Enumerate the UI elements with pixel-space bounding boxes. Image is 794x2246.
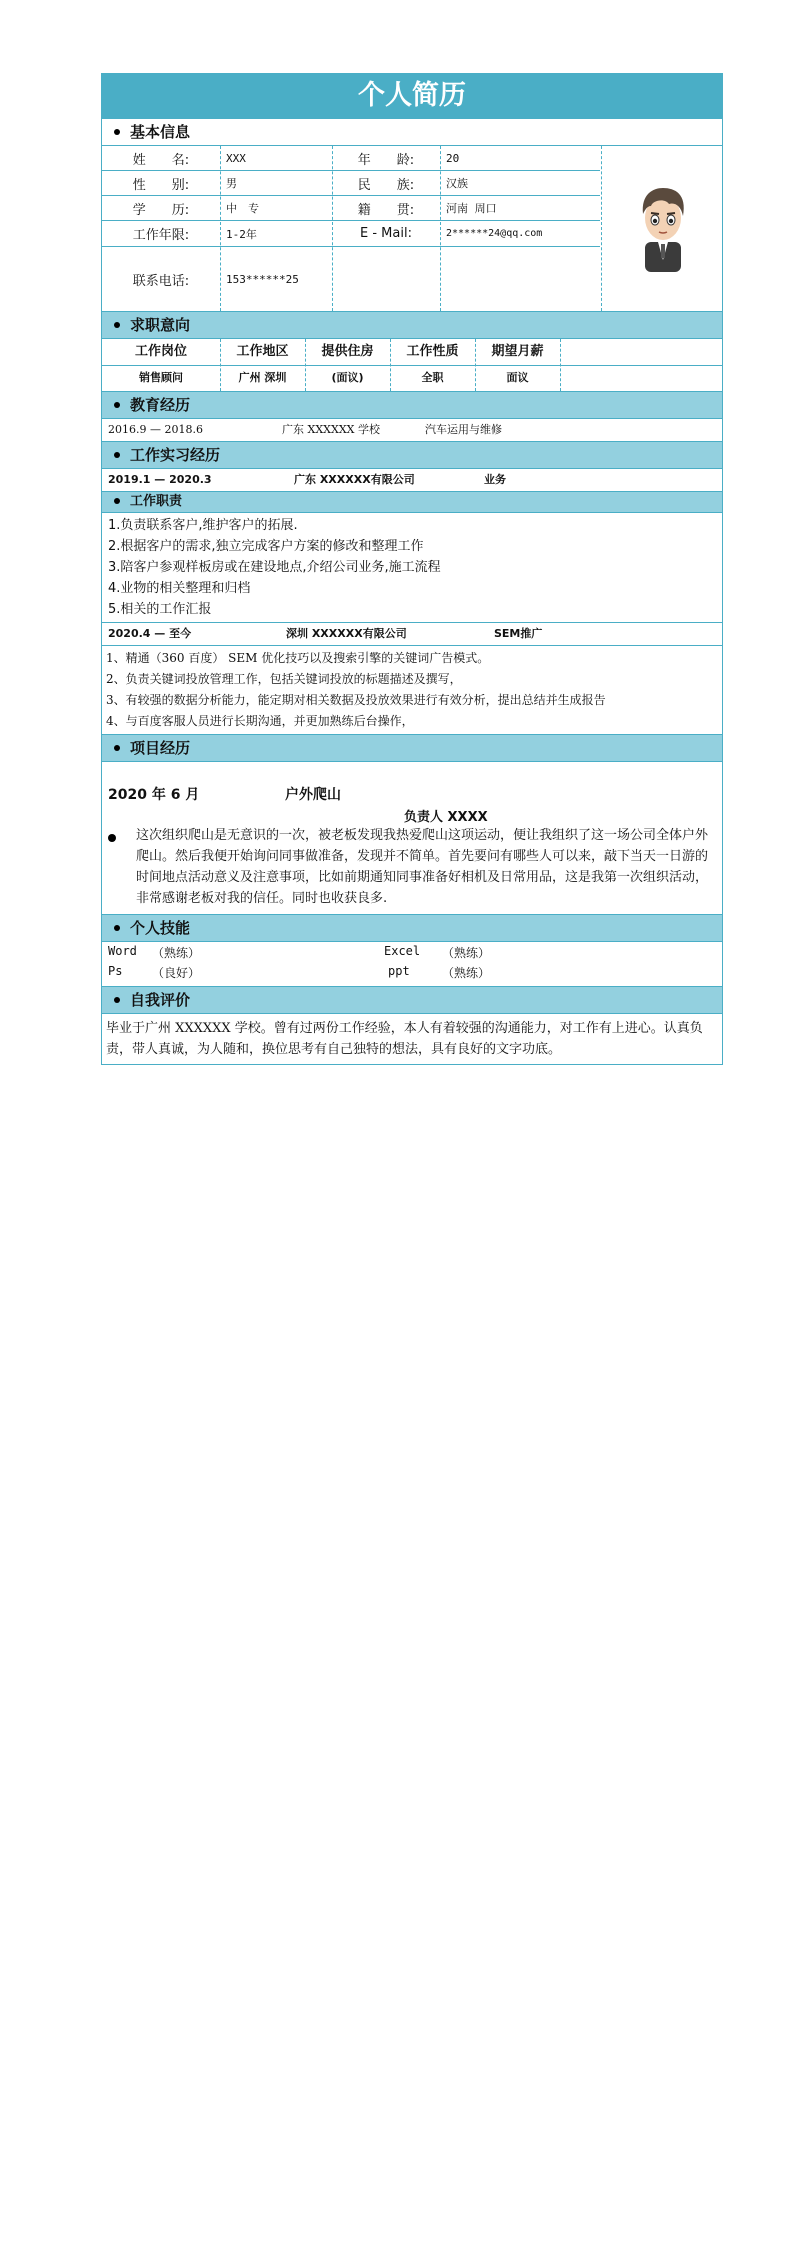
skill-name: Ps bbox=[108, 964, 123, 978]
section-title: 工作职责 bbox=[130, 494, 183, 509]
bullet-icon bbox=[114, 322, 120, 328]
gender-value: 男 bbox=[226, 177, 237, 190]
education-major: 汽车运用与维修 bbox=[425, 423, 502, 436]
skill-level: （良好） bbox=[152, 966, 201, 980]
job-intent-table bbox=[102, 339, 722, 391]
profile-photo bbox=[601, 146, 723, 311]
section-education-header bbox=[102, 391, 722, 419]
divider bbox=[220, 339, 221, 391]
basic-row-1 bbox=[102, 146, 600, 171]
intent-header: 提供住房 bbox=[321, 344, 374, 359]
intent-header: 工作岗位 bbox=[134, 344, 187, 359]
skill-name: ppt bbox=[388, 964, 410, 978]
section-title: 求职意向 bbox=[130, 316, 191, 334]
duty-item: 4、与百度客服人员进行长期沟通，并更加熟练后台操作， bbox=[106, 714, 414, 728]
section-basic-header bbox=[102, 118, 722, 146]
job1-period: 2019.1 — 2020.3 bbox=[108, 473, 212, 486]
skill-name: Excel bbox=[384, 944, 421, 958]
section-title: 教育经历 bbox=[130, 396, 191, 414]
hometown-label: 籍 贯: bbox=[357, 202, 415, 218]
resume bbox=[101, 73, 723, 1065]
section-skills-header bbox=[102, 914, 722, 942]
basic-row-2 bbox=[102, 171, 600, 196]
education-school: 广东 XXXXXX 学校 bbox=[282, 423, 380, 436]
hometown-value: 河南 周口 bbox=[446, 202, 497, 215]
divider bbox=[560, 339, 561, 391]
intent-header: 期望月薪 bbox=[491, 344, 544, 359]
duty-item: 1.负责联系客户,维护客户的拓展. bbox=[108, 518, 298, 533]
job2-company: 深圳 XXXXXX有限公司 bbox=[286, 627, 407, 640]
section-title: 个人技能 bbox=[130, 919, 191, 937]
bullet-icon bbox=[108, 834, 116, 842]
duty-item: 4.业物的相关整理和归档 bbox=[108, 581, 251, 596]
intent-value-row bbox=[102, 365, 722, 391]
email-value: 2******24@qq.com bbox=[446, 228, 543, 239]
bullet-icon bbox=[114, 498, 120, 504]
phone-value: 153******25 bbox=[226, 272, 299, 286]
job1-duties bbox=[102, 513, 722, 622]
duty-item: 1、精通（360 百度） SEM 优化技巧以及搜索引擎的关键词广告模式。 bbox=[106, 651, 490, 665]
skill-name: Word bbox=[108, 944, 137, 958]
basic-row-3 bbox=[102, 196, 600, 221]
basic-row-5 bbox=[102, 247, 600, 311]
basic-info-table bbox=[102, 146, 722, 311]
skill-level: （熟练） bbox=[152, 946, 201, 960]
name-label: 姓 名: bbox=[132, 152, 190, 168]
age-value: 20 bbox=[446, 151, 460, 165]
duty-item: 3、有较强的数据分析能力，能定期对相关数据及投放效果进行有效分析，提出总结并生成报告 bbox=[106, 693, 606, 707]
project-block bbox=[102, 762, 722, 914]
section-title: 基本信息 bbox=[130, 123, 191, 141]
job2-row bbox=[102, 622, 722, 646]
divider bbox=[220, 146, 221, 311]
skills-block bbox=[102, 942, 722, 986]
section-title: 项目经历 bbox=[130, 739, 191, 757]
job2-role: SEM推广 bbox=[494, 627, 543, 640]
ethnicity-label: 民 族: bbox=[357, 177, 415, 193]
intent-value: 广州 深圳 bbox=[238, 371, 287, 384]
divider bbox=[440, 146, 441, 311]
bullet-icon bbox=[114, 745, 120, 751]
bullet-icon bbox=[114, 129, 120, 135]
section-self-eval-header bbox=[102, 986, 722, 1014]
divider bbox=[390, 339, 391, 391]
section-project-header bbox=[102, 734, 722, 762]
project-date: 2020 年 6 月 bbox=[108, 787, 200, 803]
section-title: 自我评价 bbox=[130, 991, 191, 1009]
intent-value: 销售顾问 bbox=[139, 371, 183, 384]
intent-header: 工作性质 bbox=[406, 344, 459, 359]
project-description: 这次组织爬山是无意识的一次，被老板发现我热爱爬山这项运动，便让我组织了这一场公司全体户外爬山。然后我便开始询问同事做准备，发现并不简单。首先要问有哪些人可以来，敲下当天一日游的时间地点活动意义及注意事项，比如前期通知同事准备好相机及日常用品，这是我第一次组织活动，非常感谢老板对我的信任。同时也收获良多. bbox=[136, 828, 709, 906]
job2-period: 2020.4 — 至今 bbox=[108, 627, 192, 640]
skill-level: （熟练） bbox=[442, 946, 491, 960]
phone-label: 联系电话: bbox=[132, 273, 190, 289]
intent-header: 工作地区 bbox=[236, 344, 289, 359]
section-internship-header bbox=[102, 441, 722, 469]
divider bbox=[305, 339, 306, 391]
intent-value: 面议 bbox=[506, 371, 529, 384]
basic-row-4 bbox=[102, 221, 600, 247]
project-name: 户外爬山 bbox=[285, 787, 341, 803]
bullet-icon bbox=[114, 997, 120, 1003]
section-title: 工作实习经历 bbox=[130, 446, 221, 464]
job2-duties bbox=[102, 646, 722, 734]
age-label: 年 龄: bbox=[357, 152, 415, 168]
job1-role: 业务 bbox=[484, 473, 506, 486]
name-value: XXX bbox=[226, 151, 246, 165]
duty-item: 2.根据客户的需求,独立完成客户方案的修改和整理工作 bbox=[108, 539, 424, 554]
education-value: 中 专 bbox=[226, 202, 259, 215]
section-intent-header bbox=[102, 311, 722, 339]
duty-item: 3.陪客户参观样板房或在建设地点,介绍公司业务,施工流程 bbox=[108, 560, 441, 575]
self-evaluation: 毕业于广州 XXXXXX 学校。曾有过两份工作经验，本人有着较强的沟通能力，对工作有上进心。认真负责，带人真诚，为人随和，换位思考有自己独特的想法，具有良好的文字功底。 bbox=[106, 1021, 703, 1057]
project-owner: 负责人 XXXX bbox=[404, 810, 488, 825]
bullet-icon bbox=[114, 925, 120, 931]
duty-item: 5.相关的工作汇报 bbox=[108, 602, 212, 617]
skill-level: （熟练） bbox=[442, 966, 491, 980]
email-label: E - Mail: bbox=[360, 226, 412, 241]
gender-label: 性 别: bbox=[132, 177, 190, 193]
intent-value: (面议) bbox=[331, 371, 364, 384]
education-label: 学 历: bbox=[132, 202, 190, 218]
divider bbox=[475, 339, 476, 391]
job1-row bbox=[102, 469, 722, 492]
avatar-cartoon-icon bbox=[631, 184, 695, 274]
education-period: 2016.9 — 2018.6 bbox=[108, 423, 203, 436]
job1-company: 广东 XXXXXX有限公司 bbox=[294, 473, 415, 486]
intent-header-row bbox=[102, 339, 722, 366]
bullet-icon bbox=[114, 402, 120, 408]
duty-item: 2、负责关键词投放管理工作，包括关键词投放的标题描述及撰写， bbox=[106, 672, 462, 686]
work-years-value: 1-2年 bbox=[226, 227, 257, 241]
ethnicity-value: 汉族 bbox=[446, 177, 468, 190]
divider bbox=[332, 146, 333, 311]
work-years-label: 工作年限: bbox=[132, 228, 190, 243]
section-duties-header bbox=[102, 492, 722, 513]
education-row bbox=[102, 419, 722, 441]
resume-title: 个人简历 bbox=[102, 74, 722, 118]
bullet-icon bbox=[114, 452, 120, 458]
intent-value: 全职 bbox=[421, 371, 444, 384]
